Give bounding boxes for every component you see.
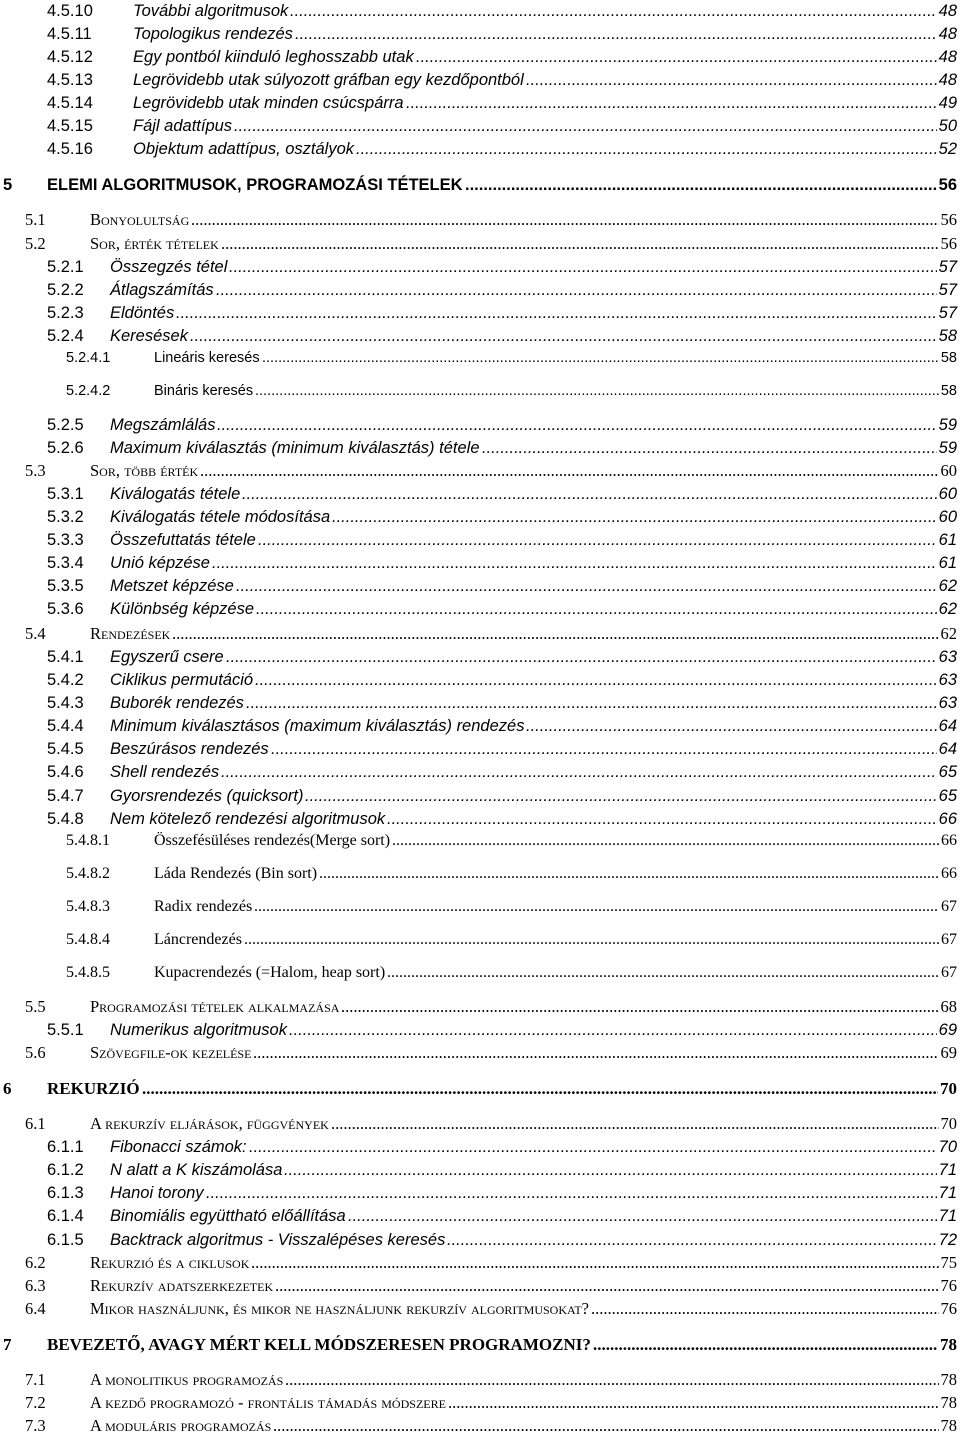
- toc-entry-number: 4.5.10: [47, 2, 93, 20]
- toc-entry-page: 76: [940, 1276, 957, 1295]
- toc-leader-dots: [236, 575, 937, 597]
- toc-entry[interactable]: [0, 69, 960, 91]
- toc-leader-dots: [244, 929, 939, 951]
- toc-entry-title: Fájl adattípus: [133, 117, 233, 135]
- toc-leader-dots: [341, 996, 939, 1018]
- toc-entry[interactable]: [0, 1333, 960, 1357]
- toc-entry[interactable]: [0, 1205, 960, 1227]
- toc-entry[interactable]: [0, 115, 960, 137]
- toc-leader-dots: [176, 302, 937, 324]
- toc-entry[interactable]: [0, 23, 960, 45]
- toc-entry[interactable]: [0, 302, 960, 324]
- toc-entry-page: 58: [938, 327, 957, 345]
- toc-entry-number: 5.2.2: [47, 281, 84, 299]
- toc-entry-number: 6.4: [25, 1299, 46, 1318]
- toc-entry[interactable]: [0, 92, 960, 114]
- toc-entry-title: Láda Rendezés (Bin sort): [154, 865, 318, 882]
- toc-entry-page: 58: [940, 350, 957, 366]
- toc-entry-number: 5.4.1: [47, 648, 84, 666]
- toc-entry-page: 66: [941, 832, 957, 849]
- toc-entry-number: 6.1.4: [47, 1207, 84, 1225]
- toc-entry-page: 57: [938, 304, 957, 322]
- toc-leader-dots: [249, 1136, 937, 1158]
- toc-entry-title: Unió képzése: [110, 554, 210, 572]
- toc-entry-page: 72: [938, 1231, 957, 1249]
- toc-leader-dots: [305, 785, 937, 807]
- toc-entry-title: Maximum kiválasztás (minimum kiválasztás) tétele: [110, 439, 480, 457]
- toc-entry[interactable]: [0, 1369, 960, 1391]
- toc-entry[interactable]: [0, 575, 960, 597]
- toc-entry[interactable]: [0, 962, 960, 984]
- toc-entry-number: 6.1.3: [47, 1184, 84, 1202]
- toc-entry-title: Kiválogatás tétele módosítása: [110, 508, 331, 526]
- toc-entry[interactable]: [0, 761, 960, 783]
- toc-entry-title: Egyszerű csere: [110, 648, 224, 666]
- toc-entry-page: 63: [938, 671, 957, 689]
- toc-leader-dots: [234, 115, 937, 137]
- toc-entry[interactable]: [0, 785, 960, 807]
- toc-entry-title: Fibonacci számok:: [110, 1138, 247, 1156]
- toc-entry-number: 5.4.2: [47, 671, 84, 689]
- toc-entry-title: Radix rendezés: [154, 898, 253, 915]
- toc-entry-page: 71: [938, 1161, 957, 1179]
- toc-entry[interactable]: [0, 808, 960, 830]
- toc-leader-dots: [448, 1392, 939, 1414]
- toc-entry[interactable]: [0, 529, 960, 551]
- toc-leader-dots: [332, 506, 937, 528]
- toc-entry-title: REKURZIÓ: [47, 1079, 140, 1098]
- toc-entry-page: 76: [940, 1299, 957, 1318]
- toc-entry-page: 62: [940, 624, 957, 643]
- toc-leader-dots: [251, 1252, 939, 1274]
- toc-entry-page: 65: [938, 787, 957, 805]
- toc-entry-title: Hanoi torony: [110, 1184, 204, 1202]
- toc-entry-number: 5.1: [25, 210, 46, 229]
- toc-entry-page: 61: [938, 531, 957, 549]
- toc-leader-dots: [290, 0, 937, 22]
- toc-entry-title: Sor, több érték: [90, 461, 199, 480]
- toc-entry-page: 59: [938, 416, 957, 434]
- toc-leader-dots: [416, 46, 937, 68]
- toc-leader-dots: [526, 69, 937, 91]
- toc-entry-number: 5.3.4: [47, 554, 84, 572]
- toc-entry-number: 6.3: [25, 1276, 46, 1295]
- toc-leader-dots: [331, 1113, 939, 1135]
- toc-entry-number: 5.2.3: [47, 304, 84, 322]
- toc-entry-title: Objektum adattípus, osztályok: [133, 140, 355, 158]
- toc-entry-page: 70: [938, 1138, 957, 1156]
- toc-entry-page: 66: [941, 865, 957, 882]
- toc-entry-title: Megszámlálás: [110, 416, 216, 434]
- toc-leader-dots: [273, 1415, 939, 1437]
- toc-entry-page: 49: [938, 94, 957, 112]
- toc-entry-page: 70: [940, 1114, 957, 1133]
- toc-entry-page: 78: [940, 1370, 957, 1389]
- toc-entry-title: Metszet képzése: [110, 577, 234, 595]
- toc-entry[interactable]: [0, 381, 960, 401]
- toc-entry[interactable]: [0, 460, 960, 482]
- toc-entry-title: Kupacrendezés (=Halom, heap sort): [154, 964, 386, 981]
- toc-leader-dots: [221, 233, 939, 255]
- toc-entry-number: 5.2.4.1: [66, 350, 111, 366]
- toc-entry[interactable]: [0, 138, 960, 160]
- toc-entry-title: Bonyolultság: [90, 210, 190, 229]
- toc-leader-dots: [465, 174, 937, 196]
- toc-entry-number: 6.1.2: [47, 1161, 84, 1179]
- toc-leader-dots: [387, 962, 939, 984]
- toc-leader-dots: [258, 529, 937, 551]
- toc-entry-number: 5.3: [25, 461, 46, 480]
- toc-entry-title: Különbség képzése: [110, 600, 255, 618]
- toc-entry-page: 62: [938, 600, 957, 618]
- toc-entry[interactable]: [0, 552, 960, 574]
- toc-entry[interactable]: [0, 325, 960, 347]
- toc-leader-dots: [593, 1333, 938, 1357]
- toc-entry-page: 62: [938, 577, 957, 595]
- toc-entry-number: 5.4.5: [47, 740, 84, 758]
- toc-entry-page: 57: [938, 258, 957, 276]
- toc-entry-title: Shell rendezés: [110, 763, 220, 781]
- toc-leader-dots: [356, 138, 937, 160]
- toc-leader-dots: [229, 256, 937, 278]
- toc-entry[interactable]: [0, 348, 960, 368]
- toc-entry-title: Összegzés tétel: [110, 258, 228, 276]
- toc-entry-title: Szövegfile-ok kezelése: [90, 1043, 252, 1062]
- toc-leader-dots: [387, 808, 937, 830]
- toc-entry-title: A rekurzív eljárások, függvények: [90, 1114, 329, 1133]
- toc-entry-title: Keresések: [110, 327, 188, 345]
- toc-entry-number: 5.4.7: [47, 787, 84, 805]
- toc-entry-title: Programozási tételek alkalmazása: [90, 997, 340, 1016]
- toc-leader-dots: [284, 1159, 937, 1181]
- toc-entry-title: Láncrendezés: [154, 931, 242, 948]
- toc-entry-number: 5.3.6: [47, 600, 84, 618]
- toc-entry[interactable]: [0, 1077, 960, 1101]
- toc-entry-page: 63: [938, 648, 957, 666]
- toc-leader-dots: [206, 1182, 937, 1204]
- toc-leader-dots: [255, 381, 939, 401]
- toc-entry-page: 71: [938, 1207, 957, 1225]
- toc-entry-number: 5.3.1: [47, 485, 84, 503]
- toc-entry[interactable]: [0, 623, 960, 645]
- toc-entry[interactable]: [0, 1113, 960, 1135]
- toc-leader-dots: [253, 1042, 939, 1064]
- toc-entry[interactable]: [0, 738, 960, 760]
- toc-entry-number: 5: [3, 176, 13, 194]
- toc-leader-dots: [482, 437, 937, 459]
- toc-entry-page: 70: [940, 1079, 957, 1098]
- toc-entry[interactable]: [0, 506, 960, 528]
- toc-entry[interactable]: [0, 437, 960, 459]
- toc-entry-page: 66: [938, 810, 957, 828]
- toc-entry-number: 5.4.8.3: [66, 898, 110, 915]
- toc-entry-page: 63: [938, 694, 957, 712]
- toc-entry-number: 5.4.8.1: [66, 832, 110, 849]
- toc-entry-page: 56: [940, 210, 957, 229]
- toc-leader-dots: [348, 1205, 937, 1227]
- toc-entry-number: 5.2.4: [47, 327, 84, 345]
- toc-entry-page: 69: [940, 1043, 957, 1062]
- toc-entry[interactable]: [0, 1019, 960, 1041]
- toc-entry[interactable]: [0, 279, 960, 301]
- toc-entry-page: 56: [940, 234, 957, 253]
- toc-entry-title: Kiválogatás tétele: [110, 485, 241, 503]
- toc-entry-page: 78: [940, 1393, 957, 1412]
- toc-entry-number: 5.2.5: [47, 416, 84, 434]
- toc-entry[interactable]: [0, 1182, 960, 1204]
- toc-leader-dots: [246, 692, 937, 714]
- toc-entry-title: Ciklikus permutáció: [110, 671, 254, 689]
- toc-entry-title: Legrövidebb utak súlyozott gráfban egy kezdőpontból: [133, 71, 524, 89]
- toc-leader-dots: [172, 623, 939, 645]
- toc-entry-page: 71: [938, 1184, 957, 1202]
- toc-leader-dots: [262, 348, 939, 368]
- toc-entry-number: 5.3.3: [47, 531, 84, 549]
- toc-entry[interactable]: [0, 209, 960, 231]
- toc-entry-number: 5.4.8.5: [66, 964, 110, 981]
- toc-entry-number: 4.5.15: [47, 117, 93, 135]
- toc-entry-number: 7.2: [25, 1393, 46, 1412]
- toc-entry-title: Beszúrásos rendezés: [110, 740, 269, 758]
- toc-entry-title: Sor, érték tételek: [90, 234, 219, 253]
- toc-entry[interactable]: [0, 1042, 960, 1064]
- toc-leader-dots: [221, 761, 937, 783]
- toc-entry-number: 7.3: [25, 1416, 46, 1435]
- toc-leader-dots: [200, 460, 939, 482]
- toc-entry-title: Bináris keresés: [154, 383, 254, 399]
- toc-entry-title: A monolitikus programozás: [90, 1370, 284, 1389]
- toc-entry[interactable]: [0, 414, 960, 436]
- toc-entry[interactable]: [0, 1159, 960, 1181]
- toc-entry[interactable]: [0, 929, 960, 951]
- toc-entry[interactable]: [0, 1229, 960, 1251]
- toc-entry-page: 78: [940, 1416, 957, 1435]
- toc-entry-title: Összefuttatás tétele: [110, 531, 256, 549]
- toc-entry-number: 5.2.4.2: [66, 383, 111, 399]
- toc-entry-title: Mikor használjunk, és mikor ne használjunk rekurzív algoritmusokat?: [90, 1299, 589, 1318]
- toc-entry-number: 4.5.11: [47, 25, 92, 43]
- toc-entry[interactable]: [0, 669, 960, 691]
- toc-entry[interactable]: [0, 1415, 960, 1437]
- toc-entry-number: 5.4.3: [47, 694, 84, 712]
- toc-entry-title: Legrövidebb utak minden csúcspárra: [133, 94, 404, 112]
- toc-leader-dots: [142, 1077, 938, 1101]
- toc-leader-dots: [212, 552, 937, 574]
- toc-entry[interactable]: [0, 174, 960, 196]
- toc-entry-title: A moduláris programozás: [90, 1416, 272, 1435]
- toc-entry-page: 61: [938, 554, 957, 572]
- toc-entry-page: 48: [938, 25, 957, 43]
- toc-leader-dots: [392, 830, 939, 852]
- toc-leader-dots: [242, 483, 937, 505]
- toc-entry[interactable]: [0, 863, 960, 885]
- toc-entry-title: Nem kötelező rendezési algoritmusok: [110, 810, 386, 828]
- toc-leader-dots: [216, 279, 937, 301]
- toc-entry-number: 5.2.6: [47, 439, 84, 457]
- toc-leader-dots: [289, 1019, 937, 1041]
- toc-entry-title: Átlagszámítás: [110, 281, 214, 299]
- toc-entry-page: 56: [938, 176, 957, 194]
- toc-entry-page: 75: [940, 1253, 957, 1272]
- toc-entry-title: További algoritmusok: [133, 2, 289, 20]
- toc-leader-dots: [254, 896, 939, 918]
- toc-entry-number: 5.4.4: [47, 717, 84, 735]
- toc-entry-title: Rendezések: [90, 624, 171, 643]
- toc-entry-page: 64: [938, 717, 957, 735]
- toc-leader-dots: [591, 1298, 939, 1320]
- toc-entry-number: 4.5.16: [47, 140, 93, 158]
- toc-entry-title: Egy pontból kiinduló leghosszabb utak: [133, 48, 414, 66]
- toc-entry-number: 5.4.8.4: [66, 931, 110, 948]
- toc-entry-page: 57: [938, 281, 957, 299]
- toc-leader-dots: [255, 669, 937, 691]
- toc-entry[interactable]: [0, 996, 960, 1018]
- toc-entry-page: 69: [938, 1021, 957, 1039]
- toc-entry-title: N alatt a K kiszámolása: [110, 1161, 283, 1179]
- toc-entry[interactable]: [0, 0, 960, 22]
- toc-entry-title: Topologikus rendezés: [133, 25, 293, 43]
- toc-entry-title: ELEMI ALGORITMUSOK, PROGRAMOZÁSI TÉTELEK: [47, 176, 463, 194]
- toc-entry-number: 7: [3, 1335, 12, 1354]
- toc-leader-dots: [285, 1369, 939, 1391]
- toc-entry-page: 67: [941, 931, 957, 948]
- toc-entry-page: 68: [940, 997, 957, 1016]
- toc-entry-number: 5.4.8: [47, 810, 84, 828]
- toc-leader-dots: [295, 23, 937, 45]
- toc-entry-number: 5.5.1: [47, 1021, 84, 1039]
- toc-entry[interactable]: [0, 46, 960, 68]
- toc-entry-number: 5.4: [25, 624, 46, 643]
- toc-entry-page: 59: [938, 439, 957, 457]
- toc-entry-number: 5.4.6: [47, 763, 84, 781]
- toc-entry-page: 78: [940, 1335, 957, 1354]
- toc-leader-dots: [190, 325, 937, 347]
- toc-entry[interactable]: [0, 715, 960, 737]
- toc-entry-title: Gyorsrendezés (quicksort): [110, 787, 304, 805]
- toc-leader-dots: [217, 414, 937, 436]
- toc-entry-page: 48: [938, 48, 957, 66]
- toc-entry-page: 60: [938, 485, 957, 503]
- toc-entry-number: 4.5.13: [47, 71, 93, 89]
- toc-entry-number: 6.1: [25, 1114, 46, 1133]
- toc-entry-number: 4.5.14: [47, 94, 93, 112]
- toc-entry-number: 5.2: [25, 234, 46, 253]
- toc-entry-page: 50: [938, 117, 957, 135]
- toc-entry-page: 67: [941, 964, 957, 981]
- toc-entry-number: 6.2: [25, 1253, 46, 1272]
- toc-entry-page: 65: [938, 763, 957, 781]
- toc-leader-dots: [271, 738, 937, 760]
- toc-entry-number: 5.3.2: [47, 508, 84, 526]
- toc-leader-dots: [526, 715, 937, 737]
- toc-entry-number: 6: [3, 1079, 12, 1098]
- toc-entry-title: Összefésüléses rendezés(Merge sort): [154, 832, 391, 849]
- toc-entry-title: BEVEZETŐ, AVAGY MÉRT KELL MÓDSZERESEN PROGRAMOZNI?: [47, 1335, 591, 1354]
- toc-entry[interactable]: [0, 1252, 960, 1274]
- toc-entry[interactable]: [0, 1298, 960, 1320]
- toc-entry-title: Rekurzió és a ciklusok: [90, 1253, 250, 1272]
- toc-leader-dots: [275, 1275, 939, 1297]
- toc-entry-number: 7.1: [25, 1370, 46, 1389]
- toc-entry[interactable]: [0, 1392, 960, 1414]
- toc-entry-number: 5.3.5: [47, 577, 84, 595]
- toc-entry-title: Lineáris keresés: [154, 350, 260, 366]
- toc-entry-number: 5.5: [25, 997, 46, 1016]
- toc-entry-number: 6.1.1: [47, 1138, 84, 1156]
- toc-entry-page: 58: [940, 383, 957, 399]
- toc-entry[interactable]: [0, 1136, 960, 1158]
- toc-entry-page: 64: [938, 740, 957, 758]
- toc-entry[interactable]: [0, 1275, 960, 1297]
- toc-entry[interactable]: [0, 598, 960, 620]
- toc-entry-number: 5.2.1: [47, 258, 84, 276]
- toc-entry-number: 5.4.8.2: [66, 865, 110, 882]
- toc-entry[interactable]: [0, 233, 960, 255]
- toc-leader-dots: [447, 1229, 937, 1251]
- toc-entry-page: 52: [938, 140, 957, 158]
- toc-entry[interactable]: [0, 692, 960, 714]
- toc-entry-title: Numerikus algoritmusok: [110, 1021, 287, 1039]
- toc-leader-dots: [406, 92, 937, 114]
- toc-leader-dots: [226, 646, 937, 668]
- toc-entry-title: Binomiális együttható előállítása: [110, 1207, 346, 1225]
- toc-entry-title: Backtrack algoritmus - Visszalépéses keresés: [110, 1231, 446, 1249]
- toc-entry[interactable]: [0, 256, 960, 278]
- toc-entry-title: Eldöntés: [110, 304, 175, 322]
- toc-entry[interactable]: [0, 896, 960, 918]
- toc-entry-page: 48: [938, 2, 957, 20]
- toc-entry-title: Minimum kiválasztásos (maximum kiválasztás) rendezés: [110, 717, 525, 735]
- toc-entry-page: 60: [940, 461, 957, 480]
- toc-entry[interactable]: [0, 646, 960, 668]
- toc-entry-number: 5.6: [25, 1043, 46, 1062]
- toc-entry-title: A kezdő programozó - frontális támadás módszere: [90, 1393, 446, 1412]
- toc-entry-number: 4.5.12: [47, 48, 93, 66]
- toc-entry-page: 60: [938, 508, 957, 526]
- toc-leader-dots: [319, 863, 939, 885]
- toc-entry-page: 67: [941, 898, 957, 915]
- toc-entry[interactable]: [0, 483, 960, 505]
- toc-entry-title: Buborék rendezés: [110, 694, 244, 712]
- toc-leader-dots: [256, 598, 937, 620]
- toc-entry-title: Rekurzív adatszerkezetek: [90, 1276, 274, 1295]
- toc-leader-dots: [191, 209, 939, 231]
- toc-entry-page: 48: [938, 71, 957, 89]
- toc-entry-number: 6.1.5: [47, 1231, 84, 1249]
- toc-entry[interactable]: [0, 830, 960, 852]
